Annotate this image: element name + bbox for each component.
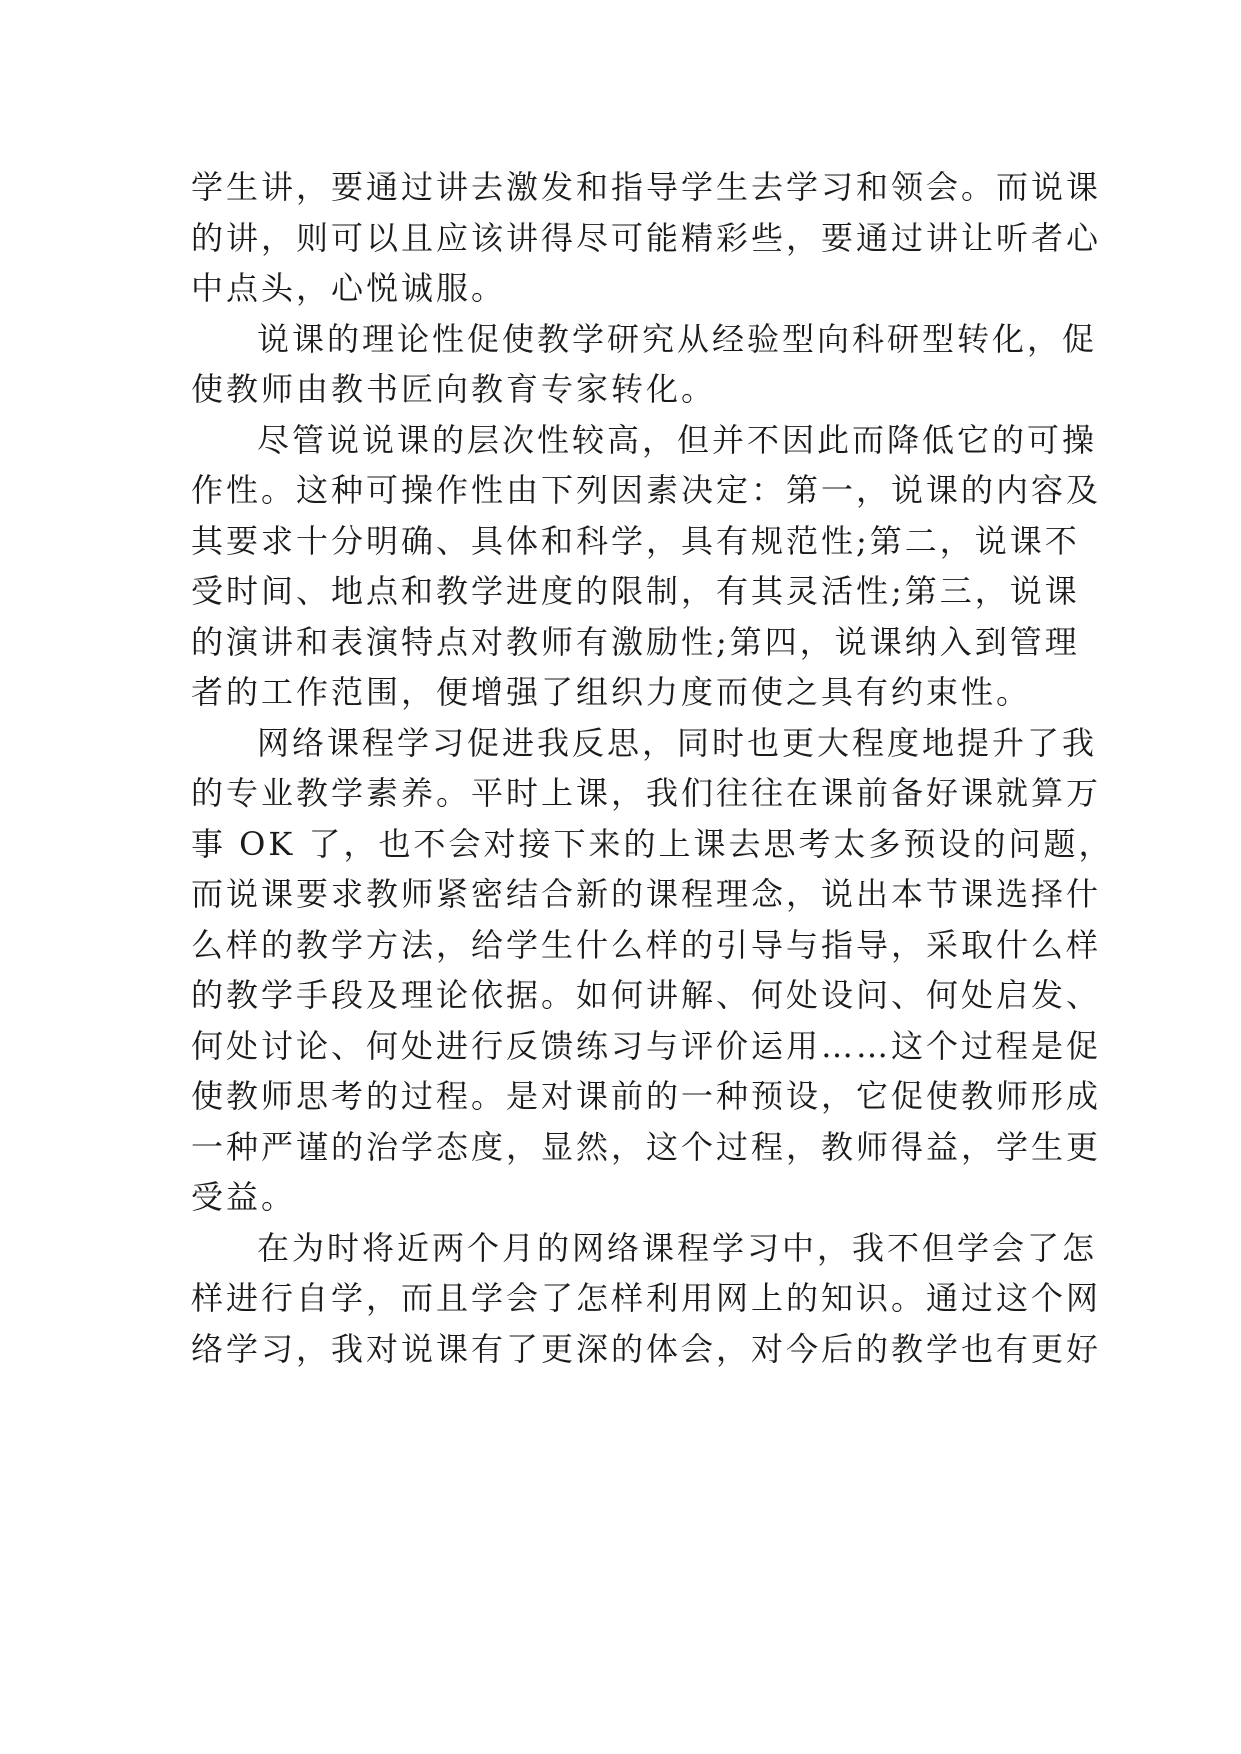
text-line: 而说课要求教师紧密结合新的课程理念，说出本节课选择什 (191, 875, 1102, 913)
text-line: 的讲，则可以且应该讲得尽可能精彩些，要通过讲让听者心 (191, 218, 1102, 257)
text-line: 网络课程学习促进我反思，同时也更大程度地提升了我 (257, 723, 1098, 762)
text-line: 受时间、地点和教学进度的限制，有其灵活性;第三，说课 (191, 572, 1080, 610)
text-line: 在为时将近两个月的网络课程学习中，我不但学会了怎 (257, 1228, 1098, 1267)
text-line: 使教师由教书匠向教育专家转化。 (191, 370, 717, 408)
paragraph-4 (191, 718, 1114, 1223)
text-line: 一种严谨的治学态度，显然，这个过程，教师得益，学生更 (191, 1127, 1102, 1166)
document-body (191, 162, 1114, 1374)
text-line: 学生讲，要通过讲去激发和指导学生去学习和领会。而说课 (191, 168, 1102, 206)
paragraph-2 (191, 314, 1098, 415)
text-line: 的演讲和表演特点对教师有激励性;第四，说课纳入到管理 (191, 622, 1080, 661)
text-line: 受益。 (191, 1178, 297, 1216)
text-line: 的教学手段及理论依据。如何讲解、何处设问、何处启发、 (191, 976, 1102, 1014)
text-line: 何处讨论、何处进行反馈练习与评价运用……这个过程是促 (191, 1026, 1102, 1065)
paragraph-3 (191, 415, 1102, 718)
text-line: 络学习，我对说课有了更深的体会，对今后的教学也有更好 (191, 1329, 1102, 1368)
text-line: 事 OK 了，也不会对接下来的上课去思考太多预设的问题， (191, 824, 1114, 863)
text-line: 说课的理论性促使教学研究从经验型向科研型转化，促 (257, 319, 1098, 358)
paragraph-1 (191, 162, 1102, 314)
text-line: 其要求十分明确、具体和科学，具有规范性;第二，说课不 (191, 521, 1080, 560)
text-line: 尽管说说课的层次性较高，但并不因此而降低它的可操 (257, 420, 1098, 459)
text-line: 中点头，心悦诚服。 (191, 269, 507, 307)
text-line: 者的工作范围，便增强了组织力度而使之具有约束性。 (191, 673, 1032, 711)
text-line: 样进行自学，而且学会了怎样利用网上的知识。通过这个网 (191, 1279, 1102, 1317)
paragraph-5 (191, 1223, 1102, 1375)
text-line: 作性。这种可操作性由下列因素决定：第一，说课的内容及 (191, 471, 1102, 509)
text-line: 使教师思考的过程。是对课前的一种预设，它促使教师形成 (191, 1077, 1102, 1115)
text-line: 么样的教学方法，给学生什么样的引导与指导，采取什么样 (191, 925, 1102, 964)
text-line: 的专业教学素养。平时上课，我们往往在课前备好课就算万 (191, 774, 1102, 812)
